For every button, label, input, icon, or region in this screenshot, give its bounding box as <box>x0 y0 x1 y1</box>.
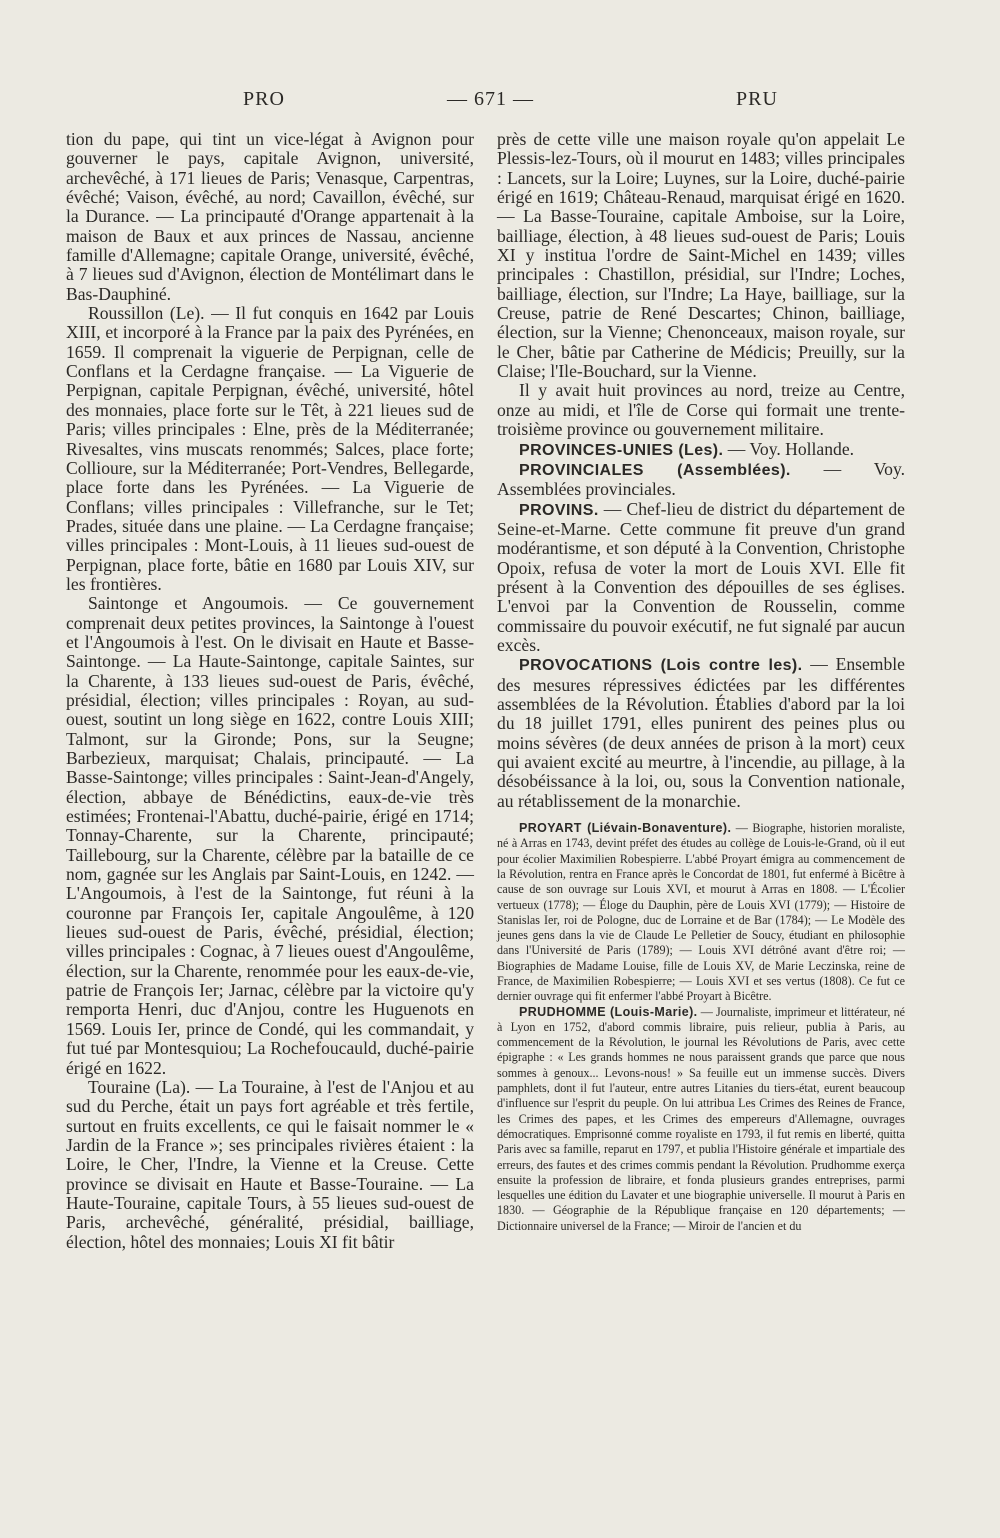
entry-heading: PROVINCIALES (Assemblées). <box>519 461 791 479</box>
right-column <box>497 130 905 1234</box>
entry-heading: PRUDHOMME (Louis-Marie). <box>519 1004 698 1019</box>
dictionary-entry-small <box>497 821 905 1005</box>
paragraph: Saintonge et Angoumois. — Ce gouvernement comprenait deux petites provinces, la Saintonge à l'ouest et l'Angoumois à l'est. On le divisait en Haute et Basse-Saintonge. — La Haute-Saintonge, capitale Saintes, sur la Charente, à 133 lieues sud-ouest de Paris, évêché, présidial, élection; villes principales : Royan, au sud-ouest, soutint un long siège en 1622, contre Louis XIII; Talmont, sur la Gironde; Pons, sur la Seugne; Barbezieux, marquisat; Chalais, principauté. — La Basse-Saintonge; villes principales : Saint-Jean-d'Angely, élection, abbaye de Bénédictins, eaux-de-vie très estimées; Frontenai-l'Abattu, duché-pairie, érigé en 1714; Tonnay-Charente, sur la Charente, principauté; Taillebourg, sur la Charente, célèbre par la bataille de ce nom, gagnée sur les Anglais par Saint-Louis, en 1242. — L'Angoumois, à l'est de la Saintonge, fut réuni à la couronne par François Ier, capitale Angoulême, à 120 lieues sud-ouest de Paris, évêché, présidial, élection; villes principales : Cognac, à 7 lieues ouest d'Angoulême, élection, sur la Charente, renommée pour les eaux-de-vie, patrie de François Ier; Jarnac, célèbre par la victoire qu'y remporta Henri, duc d'Anjou, contre les Huguenots en 1569. Louis Ier, prince de Condé, qui les commandait, y fut tué par Montesquiou; La Rochefoucauld, duché-pairie érigé en 1622. <box>66 593 474 1078</box>
entry-heading: PROVOCATIONS (Lois contre les). <box>519 657 803 675</box>
running-header <box>0 88 1000 118</box>
entry-text: — Biographe, historien moraliste, né à Arras en 1743, devint préfet des études au collège de Louis-le-Grand, où il eut pour écolier Maximilien Robespierre. L'abbé Proyart émigra au commencement de la Révolution, rentra en France après le Concordat de 1801, fut enfermé à Bicêtre à cause de son ouvrage sur Louis XVI, et mourut à Arras en 1808. — L'Écolier vertueux (1778); — Éloge du Dauphin, père de Louis XVI (1779); — Histoire de Stanislas Ier, roi de Pologne, duc de Lorraine et de Bar (1784); — Le Modèle des jeunes gens dans la vie de Claude Le Pelletier de Soucy, étudiant en philosophie dans l'Université de Paris (1789); — Louis XVI détrôné avant d'être roi; — Biographies de Madame Louise, fille de Louis XV, de Marie Leczinska, reine de France, de Maximilien Robespierre; — Louis XVI et ses vertus (1808). Ce fut ce dernier ouvrage qui fit enfermer l'abbé Proyart à Bicêtre. <box>497 821 905 1004</box>
entry-heading: PROYART (Liévain-Bonaventure). <box>519 821 732 836</box>
paragraph: Roussillon (Le). — Il fut conquis en 1642 par Louis XIII, et incorporé à la France par la paix des Pyrénées, en 1659. Il comprenait la viguerie de Perpignan, celle de Conflans et la Cerdagne française. — La Viguerie de Perpignan, capitale Perpignan, évêché, université, hôtel des monnaies, place forte sur le Têt, à 221 lieues sud de Paris; villes principales : Elne, près de la Méditerranée; Rivesaltes, vins muscats renommés; Salces, place forte; Collioure, sur la Méditerranée; Port-Vendres, Bellegarde, place forte dans les Pyrénées. — La Viguerie de Conflans; villes principales : Villefranche, sur le Tet; Prades, située dans une plaine. — La Cerdagne française; villes principales : Mont-Louis, à 11 lieues sud-ouest de Perpignan, place forte, bâtie en 1680 par Louis XIV, sur les frontières. <box>66 303 474 594</box>
left-column <box>66 130 474 1252</box>
entry-text: — Chef-lieu de district du département de Seine-et-Marne. Cette commune fit preuve d'un grand modérantisme, et son député à la Convention, Christophe Opoix, refusa de voter la mort de Louis XVI. Elle fit présent à la Convention des dépouilles de ses églises. L'envoi par la Convention de Rousselin, comme commissaire du pouvoir exécutif, ne fut signalé par aucun excès. <box>497 498 905 655</box>
header-right: PRU <box>736 88 778 110</box>
paragraph: Il y avait huit provinces au nord, treize au Centre, onze au midi, et l'île de Corse qui formait une trente-troisième province ou gouvernement militaire. <box>497 380 905 440</box>
dictionary-entry <box>497 460 905 500</box>
entry-heading: PROVINS. <box>519 501 599 519</box>
dictionary-entry <box>497 655 905 811</box>
paragraph: tion du pape, qui tint un vice-légat à Avignon pour gouverner le pays, capitale Avignon, université, archevêché, à 171 lieues de Paris; Venasque, Carpentras, évêché; Vaison, évêché, au nord; Cavaillon, évêché, sur la Durance. — La principauté d'Orange appartenait à la maison de Baux et aux princes de Nassau, ancienne famille d'Allemagne; capitale Orange, université, évêché, à 7 lieues sud d'Avignon, élection de Montélimart dans le Bas-Dauphiné. <box>66 129 474 304</box>
paragraph: près de cette ville une maison royale qu'on appelait Le Plessis-lez-Tours, où il mourut en 1483; villes principales : Lancets, sur la Loire; Luynes, sur la Loire, duché-pairie érigé en 1619; Château-Renaud, marquisat érigé en 1620. — La Basse-Touraine, capitale Amboise, sur la Loire, bailliage, élection, à 48 lieues sud-ouest de Paris; Louis XI y institua l'ordre de Saint-Michel en 1439; villes principales : Chastillon, présidial, sur l'Indre; Loches, bailliage, élection, sur l'Indre; La Haye, bailliage, sur la Creuse, patrie de René Descartes; Chinon, bailliage, élection, sur la Vienne; Chenonceaux, maison royale, sur le Cher, bâtie par Catherine de Médicis; Preuilly, sur la Claise; l'Ile-Bouchard, sur la Vienne. <box>497 129 905 382</box>
entry-text: — Voy. Assemblées provinciales. <box>497 458 905 500</box>
page-number: — 671 — <box>447 88 534 110</box>
paragraph: Touraine (La). — La Touraine, à l'est de l'Anjou et au sud du Perche, était un pays fort agréable et très fertile, surtout en fruits excellents, ce qui le faisait nommer le « Jardin de la France »; ses principales rivières étaient : la Loire, le Cher, l'Indre, la Vienne et la Creuse. Cette province se divisait en Haute et Basse-Touraine. — La Haute-Touraine, capitale Tours, à 55 lieues sud-ouest de Paris, archevêché, généralité, présidial, bailliage, élection, hôtel des monnaies; Louis XI fit bâtir <box>66 1076 474 1252</box>
dictionary-entry <box>497 440 905 460</box>
header-left: PRO <box>243 88 285 110</box>
entry-text: — Ensemble des mesures répressives édictées par les différentes assemblées de la Révolution. Établies d'abord par la loi du 18 juillet 1791, elles punirent des peines plus ou moins sévères (de deux années de prison à la mort) ceux qui avaient excité au meurtre, à l'incendie, au pillage, à la désobéissance à la loi, ou, sous la Convention nationale, au rétablissement de la monarchie. <box>497 654 905 811</box>
dictionary-entry-small <box>497 1005 905 1234</box>
dictionary-entry <box>497 500 905 656</box>
entry-text: — Journaliste, imprimeur et littérateur, né à Lyon en 1752, d'abord commis libraire, puis relieur, publia à Paris, au commencement de la Révolution, le journal les Révolutions de Paris, avec cette épigraphe : « Les grands hommes ne nous paraissent grands que parce que nous sommes à genoux... Levons-nous! » Sa feuille eut un immense succès. Divers pamphlets, dont il fut l'auteur, entre autres Litanies du tiers-état, eurent beaucoup d'influence sur l'esprit du peuple. On lui attribua Les Crimes des Reines de France, les Crimes des papes, et les Crimes des empereurs d'Allemagne, ouvrages démocratiques. Emprisonné comme royaliste en 1793, il fut remis en liberté, quitta Paris avec sa famille, reparut en 1797, et publia l'Histoire générale et impartiale des erreurs, des fautes et des crimes commis pendant la Révolution. Prudhomme exerça ensuite la profession de libraire, et fonda plusieurs grandes entreprises, parmi lesquelles une édition du Lavater et une biographie universelle. Il mourut à Paris en 1830. — Géographie de la République française en 120 départements; — Dictionnaire universel de la France; — Miroir de l'ancien et du <box>497 1004 905 1233</box>
entry-heading: PROVINCES-UNIES (Les). <box>519 441 724 459</box>
entry-text: — Voy. Hollande. <box>723 438 855 459</box>
